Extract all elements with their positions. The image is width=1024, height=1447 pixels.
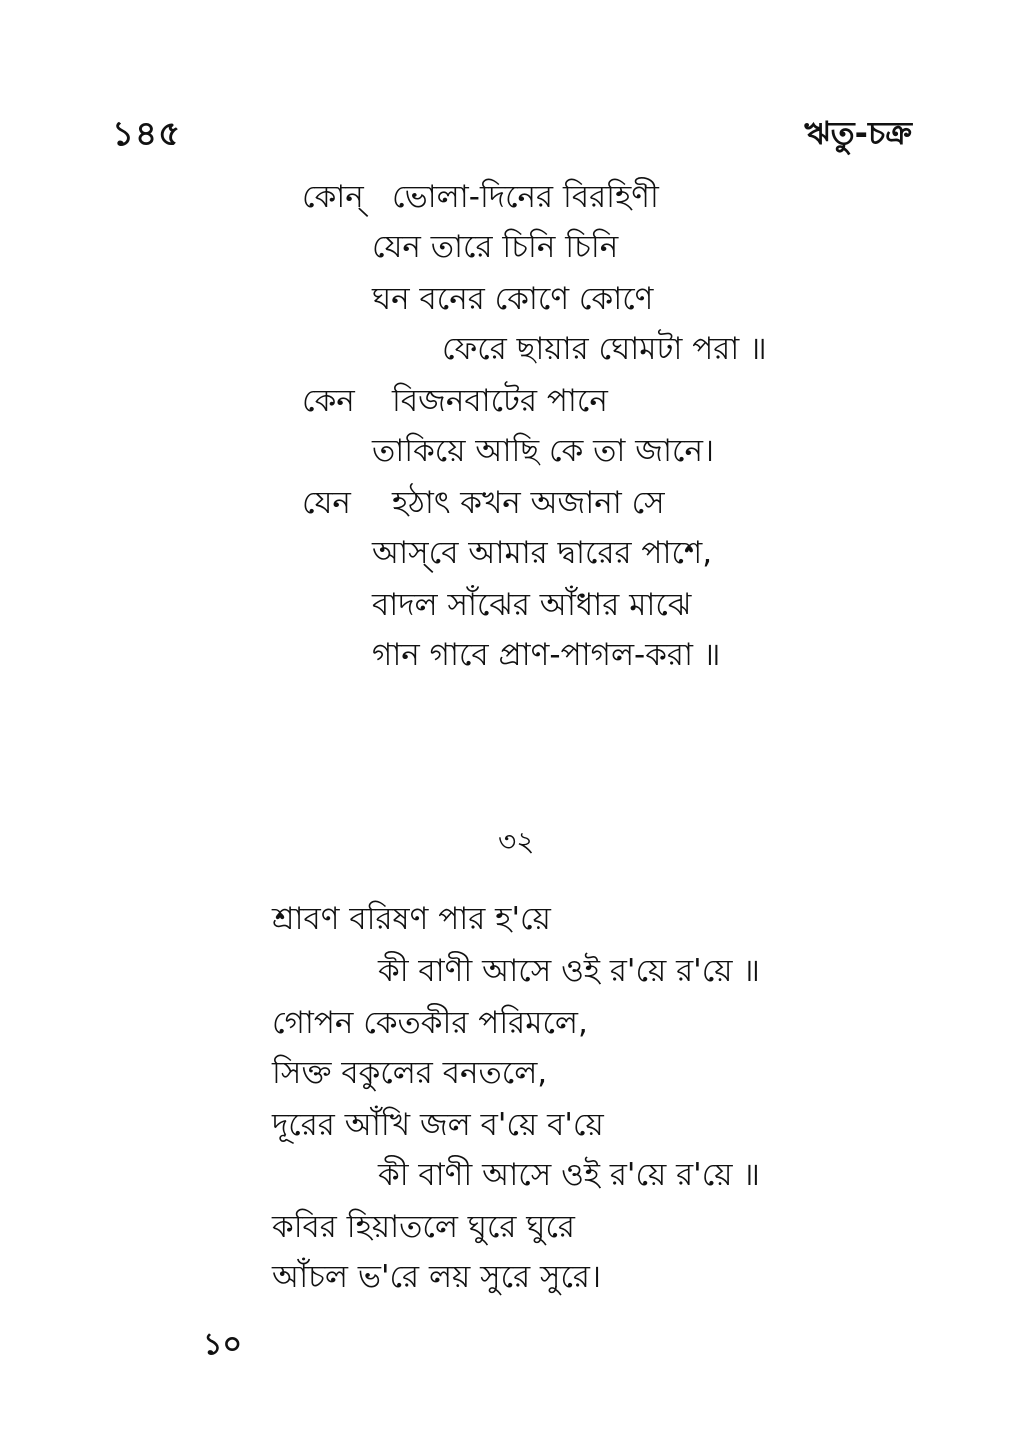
line-text: বাদল সাঁঝের আঁধার মাঝে (372, 587, 692, 623)
poem-line: সিক্ত বকুলের বনতলে, (272, 1055, 548, 1091)
poem-line: কী বাণী আসে ওই র'য়ে র'য়ে ॥ (378, 1157, 760, 1193)
poem-number: ৩২ (498, 825, 535, 858)
line-text: ফেরে ছায়ার ঘোমটা পরা ॥ (442, 331, 767, 367)
poem-line: আঁচল ভ'রে লয় সুরে সুরে। (272, 1259, 602, 1295)
poem-line (372, 433, 715, 469)
poem-line: কবির হিয়াতলে ঘুরে ঘুরে (272, 1209, 575, 1245)
poem-line (372, 637, 721, 673)
line-text: তাকিয়ে আছি কে তা জানে। (372, 433, 715, 469)
poem-line (372, 535, 713, 571)
line-lead-word: কোন্ (302, 179, 364, 215)
running-title: ঋতু-চক্র (804, 114, 912, 152)
poem-line (302, 383, 608, 419)
line-text: ঘন বনের কোণে কোণে (372, 281, 654, 317)
poem-line: দূরের আঁখি জল ব'য়ে ব'য়ে (272, 1107, 604, 1143)
poem-line: কী বাণী আসে ওই র'য়ে র'য়ে ॥ (378, 953, 760, 989)
line-text: যেন তারে চিনি চিনি (372, 229, 619, 265)
poem-line (372, 587, 692, 623)
line-lead-word: যেন (302, 485, 351, 521)
line-text: বিজনবাটের পানে (392, 383, 608, 419)
poem-line (302, 485, 665, 521)
line-text: গান গাবে প্রাণ-পাগল-করা ॥ (372, 637, 721, 673)
line-text: হঠাৎ কখন অজানা সে (392, 485, 665, 521)
line-text: ভোলা-দিনের বিরহিণী (392, 179, 659, 215)
line-text: আস্‌বে আমার দ্বারের পাশে, (372, 535, 713, 571)
poem-line (302, 179, 659, 215)
page-number: ১৪৫ (112, 114, 182, 154)
poem-line (372, 229, 619, 265)
poem-line: গোপন কেতকীর পরিমলে, (272, 1005, 588, 1041)
line-lead-word: কেন (302, 383, 355, 419)
poem-line: শ্রাবণ বরিষণ পার হ'য়ে (272, 901, 551, 937)
poem-line (442, 331, 767, 367)
poem-line (372, 281, 654, 317)
signature-mark: ১০ (203, 1327, 242, 1362)
